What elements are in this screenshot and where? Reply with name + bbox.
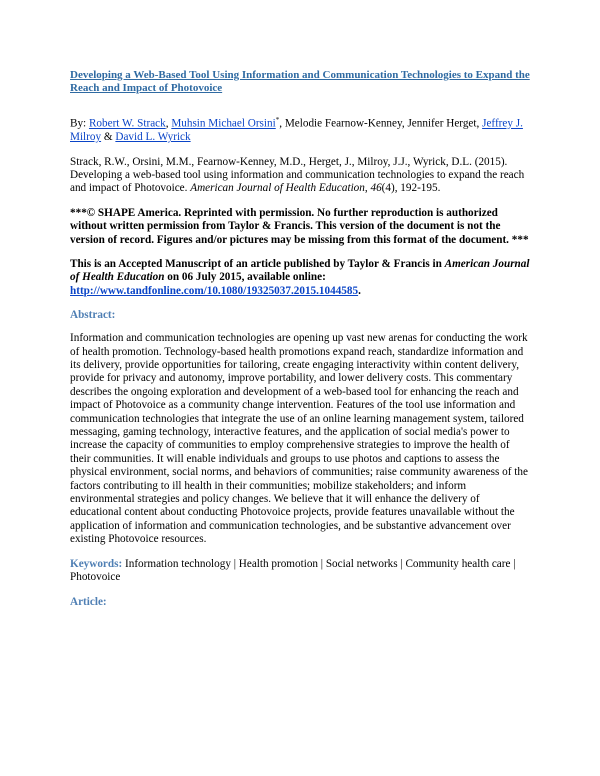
accepted-journal: American Journal of Health Education: [70, 257, 530, 284]
author-link-strack[interactable]: Robert W. Strack: [88, 117, 166, 130]
abstract-text: Information and communication technologies are opening up vast new arenas for conducting the work of health promotion. Technology-based health promotions expand reach, standardize information and its delivery, provide opportunities for tailoring, create engaging interactivity within content delivery, provide for privacy and autonomy, improve portability, and lower delivery costs. This commentary describes the ongoing exploration and development of a web-based tool for enhancing the reach and impact of Photovoice as a community change intervention. Features of the tool use information and communication technologies that integrate the use of an online learning management system, tailored messaging, gaming technology, interactive features, and the application of social media's power to increase the capacity of communities to employ comprehensive strategies to improve the health of their communities. It will enable individuals and groups to use photos and captions to assess the physical environment, social norms, and behaviors of communities; raise community awareness of the factors contributing to ill health in their communities; mobilize stakeholders; and inform environmental strategies and policy changes. We believe that it will enhance the delivery of educational content about conducting Photovoice projects, provide features unavailable without the application of information and communication technologies, and be substantive advancement over existing Photovoice resources.: [70, 332, 528, 546]
copyright-notice: ***© SHAPE America. Reprinted with permission. No further reproduction is authorized without written permission from Taylor & Francis. This version of the document is not the version of record. Figures and/or pictures may be missing from this format of the document. ***: [70, 206, 529, 246]
keywords-text: Information technology | Health promotion | Social networks | Community health care | Photovoice: [70, 557, 516, 584]
article-heading: Article:: [70, 595, 107, 608]
author-link-milroy[interactable]: Jeffrey J. Milroy: [70, 117, 523, 144]
doi-link[interactable]: http://www.tandfonline.com/10.1080/19325037.2015.1044585: [70, 284, 359, 297]
article-title-link[interactable]: Developing a Web-Based Tool Using Information and Communication Technologies to Expand the Reach and Impact of Photovoice: [70, 69, 530, 94]
accepted-suffix: .: [358, 284, 361, 297]
byline-by-label: By:: [70, 117, 87, 130]
author-herget: Jennifer Herget: [407, 117, 477, 130]
accepted-prefix: This is an Accepted Manuscript of an article published by Taylor & Francis in: [70, 257, 445, 270]
citation-authors: Strack, R.W., Orsini, M.M., Fearnow-Kenney, M.D., Herget, J., Milroy, J.J., Wyrick, D.L. (2015). Developing a web-based tool using information and communication technologies to expand the reach and impact of Photovoice.: [70, 155, 525, 195]
citation-issue-pages: (4), 192-195.: [381, 182, 441, 195]
article-title: [70, 69, 532, 95]
keywords: [70, 558, 532, 585]
author-link-orsini[interactable]: Muhsin Michael Orsini: [171, 117, 276, 130]
author-link-wyrick[interactable]: David L. Wyrick: [115, 131, 191, 144]
accepted-middle: on 06 July 2015, available online:: [164, 271, 326, 284]
citation: Strack, R.W., Orsini, M.M., Fearnow-Kenney, M.D., Herget, J., Milroy, J.J., Wyrick, D.L. (2015). Developing a web-based tool using information and communication technologies to expand the reach and impact of Photovoice. American Journal of Health Education, 46(4), 192-195.: [70, 155, 525, 195]
document-page: [70, 69, 532, 619]
author-fearnow-kenney: Melodie Fearnow-Kenney: [284, 117, 402, 130]
citation-journal: American Journal of Health Education: [190, 182, 365, 195]
keywords-label: Keywords:: [70, 557, 123, 570]
corresponding-author-mark: *: [275, 116, 280, 124]
abstract-heading: Abstract:: [70, 309, 116, 322]
accepted-manuscript-notice: [70, 258, 532, 298]
citation-volume: 46: [370, 182, 382, 195]
byline: By: Robert W. Strack, Muhsin Michael Orsini*, Melodie Fearnow-Kenney, Jennifer Herget, Jeffrey J. Milroy & David L. Wyrick: [70, 116, 523, 144]
